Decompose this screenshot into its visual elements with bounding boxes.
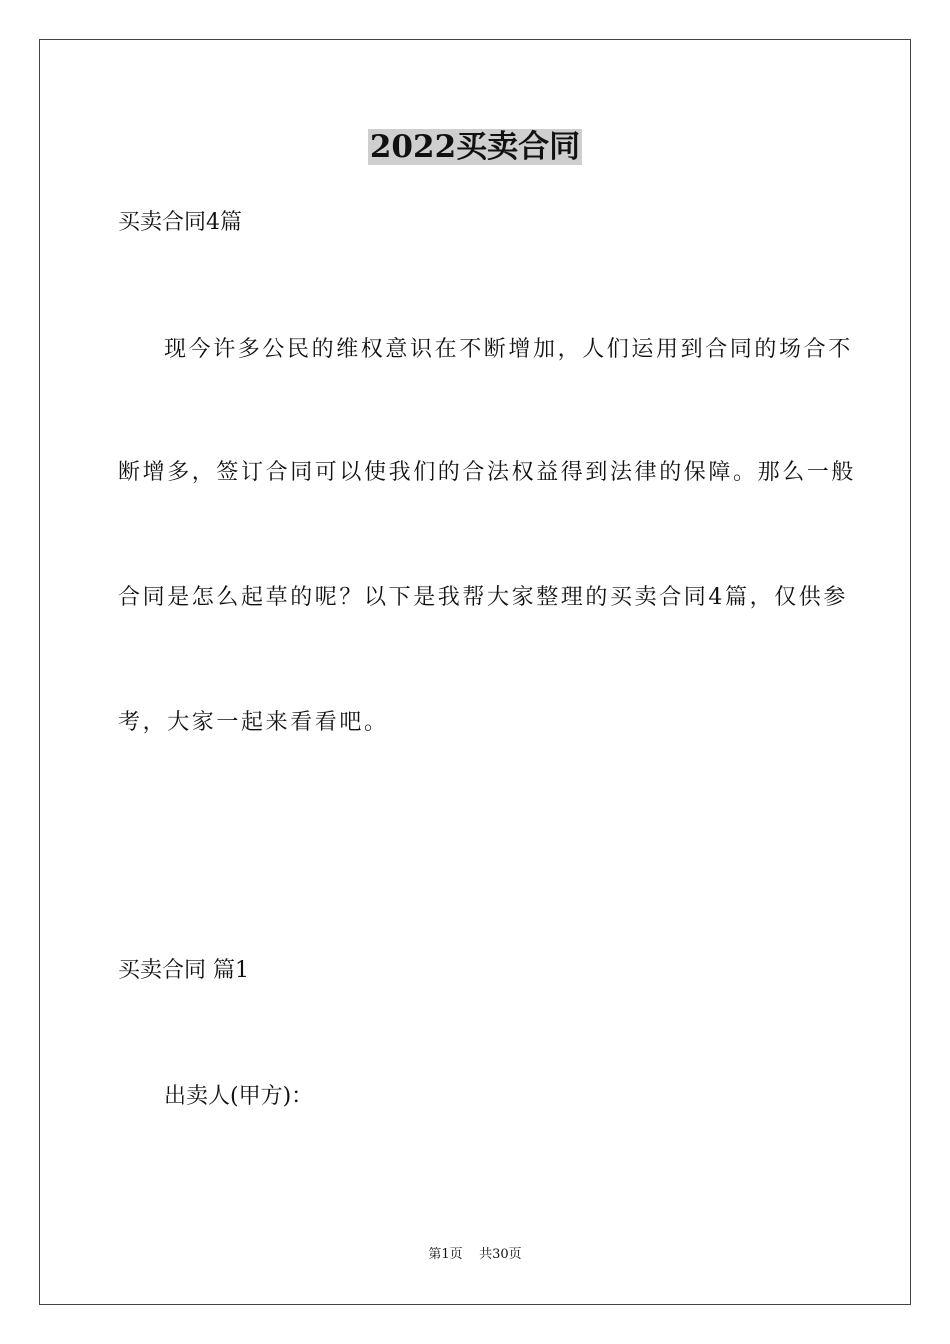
page-number-footer: 第1页 共30页 xyxy=(428,1247,522,1262)
intro-line-1: 现今许多公民的维权意识在不断增加，人们运用到合同的场合不 xyxy=(164,337,853,362)
document-title xyxy=(0,126,950,168)
document-subtitle: 买卖合同4篇 xyxy=(118,210,242,235)
intro-line-3: 合同是怎么起草的呢？以下是我帮大家整理的买卖合同4篇，仅供参 xyxy=(118,585,848,610)
intro-line-2: 断增多，签订合同可以使我们的合法权益得到法律的保障。那么一般 xyxy=(118,460,857,485)
section-heading: 买卖合同 篇1 xyxy=(118,958,249,983)
intro-line-4: 考，大家一起来看看吧。 xyxy=(118,710,389,735)
document-title-text: 2022买卖合同 xyxy=(369,129,581,165)
party-line: 出卖人(甲方)： xyxy=(164,1084,314,1109)
